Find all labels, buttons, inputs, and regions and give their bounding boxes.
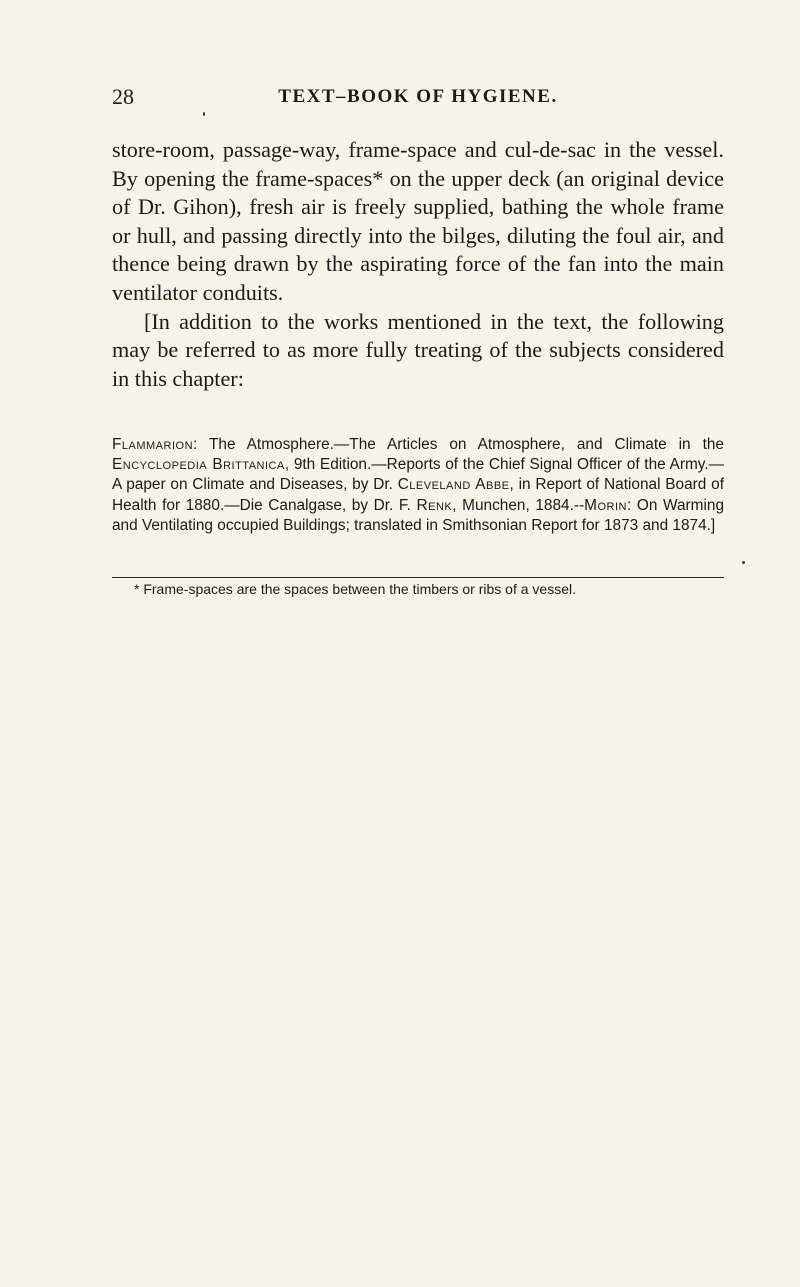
reference-text: , in Report of National Board of Health for 1880.—Die Canalgase, by Dr. F. [112,476,724,514]
reference-text: , 9th Edition.—Reports of the Chief Signal Officer of the Army.—A paper on Climate and Diseases, by Dr. [112,456,724,494]
reference-text: : The Atmosphere.—The Articles on Atmosphere, and Climate in the [193,436,724,453]
page-number: 28 [112,84,134,109]
footnote-divider [112,577,724,578]
work-encyclopedia: Encyclopedia Brittanica [112,456,285,474]
author-morin: Morin [584,496,627,514]
author-renk: Renk [416,496,453,514]
reference-text: : On Warming and Ventilating occupied Buildings; translated in Smithsonian Report for 1873 and 1874.] [112,496,725,534]
footnote: * Frame-spaces are the spaces between the timbers or ribs of a vessel. [134,581,576,597]
author-flammarion: Flammarion [112,436,194,453]
print-speck [203,112,205,116]
paragraph-references-intro: [In addition to the works mentioned in the text, the following may be referred to as more fully treating of the subjects considered in this chapter: [112,308,724,391]
print-speck [742,561,745,564]
reference-paragraph [112,435,724,536]
paragraph-ventilation: store-room, passage-way, frame-space and cul-de-sac in the vessel. By opening the frame-spaces* on the upper deck (an original device of Dr. Gihon), fresh air is freely supplied, bathing the whole frame or hull, and passing directly into the bilges, diluting the foul air, and thence being drawn by the aspirating force of the fan into the main ventilator conduits. [112,137,724,305]
reference-list [112,435,724,536]
page-header [112,84,724,114]
author-cleveland-abbe: Cleveland Abbe [397,476,510,494]
body-text [112,136,724,393]
reference-text: , Munchen, 1884.-- [452,496,585,514]
running-head: TEXT–BOOK OF HYGIENE. [278,86,558,107]
